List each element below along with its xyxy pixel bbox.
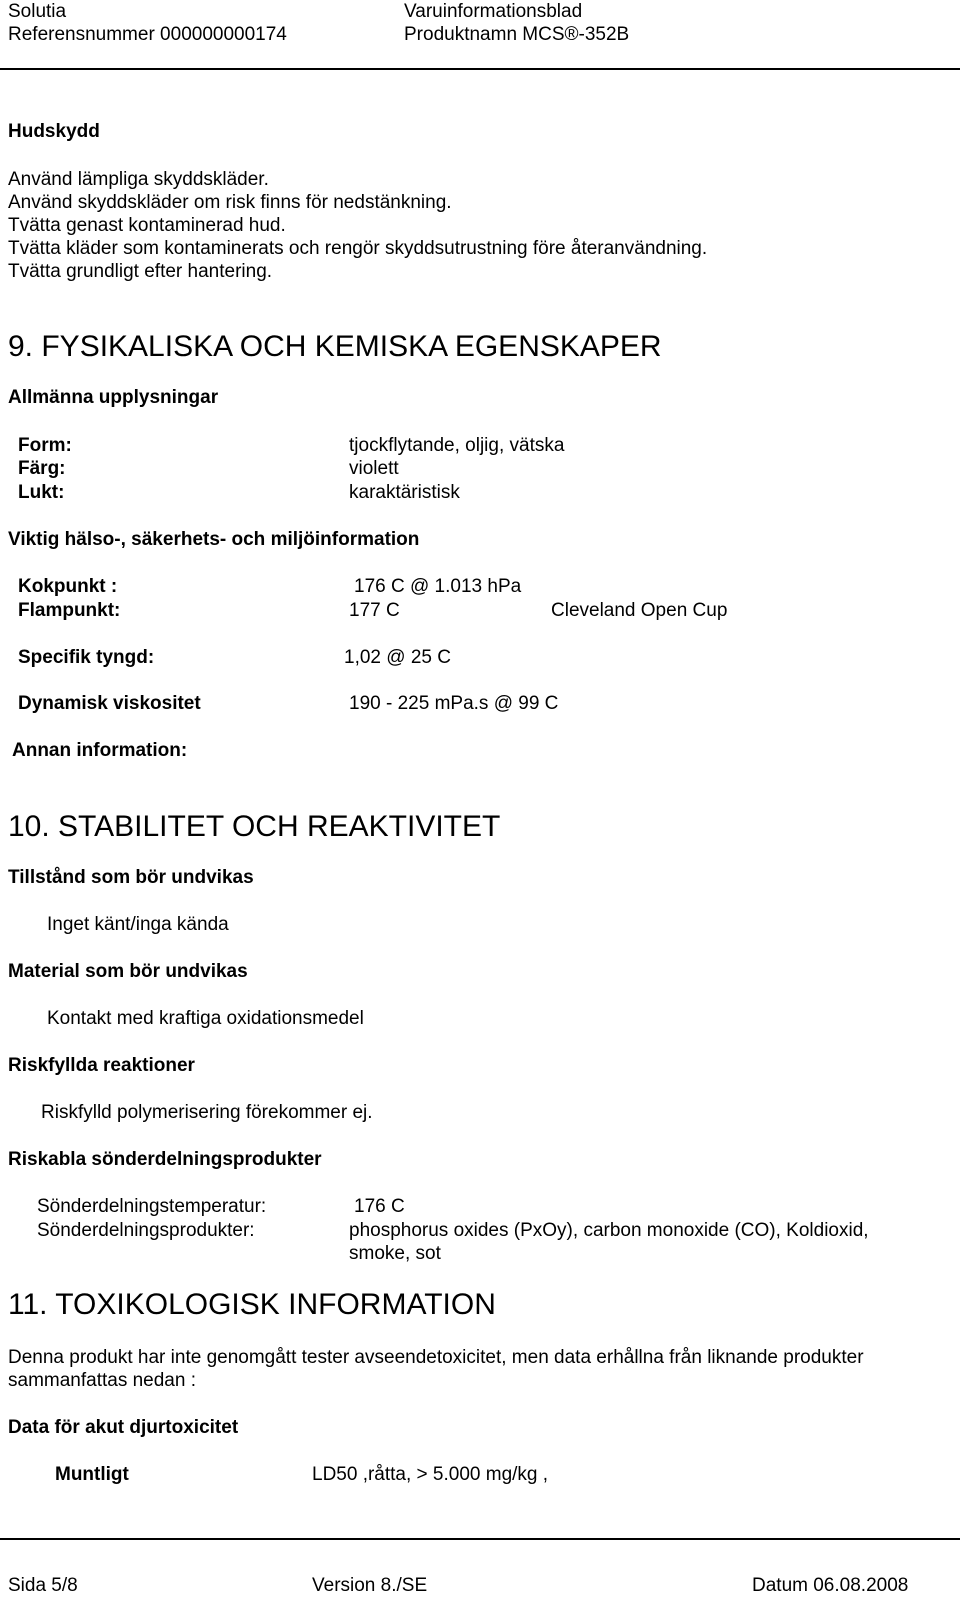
company-name: Solutia [8, 1, 67, 22]
header-divider [0, 68, 960, 70]
decomposition-temp-label: Sönderdelningstemperatur: [37, 1196, 267, 1217]
flash-point-label: Flampunkt: [18, 600, 121, 621]
color-value: violett [349, 458, 399, 479]
materials-title: Material som bör undvikas [8, 961, 248, 982]
form-value: tjockflytande, oljig, vätska [349, 435, 565, 456]
odor-label: Lukt: [18, 482, 65, 503]
page-number: Sida 5/8 [8, 1575, 78, 1596]
specific-gravity-value: 1,02 @ 25 C [344, 647, 451, 668]
toxicology-intro-cont: sammanfattas nedan : [8, 1370, 196, 1391]
reactions-value: Riskfylld polymerisering förekommer ej. [41, 1102, 373, 1123]
decomposition-products-value-cont: smoke, sot [349, 1243, 441, 1264]
flash-point-value: 177 C [349, 600, 400, 621]
materials-value: Kontakt med kraftiga oxidationsmedel [47, 1008, 364, 1029]
boiling-point-value: 176 C @ 1.013 hPa [354, 576, 522, 597]
reference-number: Referensnummer 000000000174 [8, 24, 287, 45]
viscosity-label: Dynamisk viskositet [18, 693, 201, 714]
date: Datum 06.08.2008 [752, 1575, 909, 1596]
reactions-title: Riskfyllda reaktioner [8, 1055, 195, 1076]
decomposition-products-label: Sönderdelningsprodukter: [37, 1220, 255, 1241]
acute-toxicity-title: Data för akut djurtoxicitet [8, 1417, 239, 1438]
hudskydd-line: Använd lämpliga skyddskläder. [8, 169, 269, 190]
form-label: Form: [18, 435, 72, 456]
general-info-title: Allmänna upplysningar [8, 387, 219, 408]
section-10-title: 10. STABILITET OCH REAKTIVITET [8, 810, 501, 843]
decomposition-products-value: phosphorus oxides (PxOy), carbon monoxide (CO), Koldioxid, [349, 1220, 869, 1241]
toxicology-intro: Denna produkt har inte genomgått tester avseendetoxicitet, men data erhållna från liknande produkter [8, 1347, 864, 1368]
viscosity-value: 190 - 225 mPa.s @ 99 C [349, 693, 559, 714]
hudskydd-line: Tvätta kläder som kontaminerats och rengör skyddsutrustning före återanvändning. [8, 238, 708, 259]
section-9-title: 9. FYSIKALISKA OCH KEMISKA EGENSKAPER [8, 330, 662, 363]
hudskydd-line: Använd skyddskläder om risk finns för nedstänkning. [8, 192, 452, 213]
oral-label: Muntligt [55, 1464, 129, 1485]
conditions-title: Tillstånd som bör undvikas [8, 867, 254, 888]
odor-value: karaktäristisk [349, 482, 460, 503]
health-info-title: Viktig hälso-, säkerhets- och miljöinformation [8, 529, 420, 550]
hudskydd-title: Hudskydd [8, 121, 100, 142]
other-info-title: Annan information: [12, 740, 188, 761]
color-label: Färg: [18, 458, 66, 479]
flash-point-method: Cleveland Open Cup [551, 600, 728, 621]
version: Version 8./SE [312, 1575, 428, 1596]
decomposition-temp-value: 176 C [354, 1196, 405, 1217]
section-11-title: 11. TOXIKOLOGISK INFORMATION [8, 1288, 496, 1321]
conditions-value: Inget känt/inga kända [47, 914, 229, 935]
hudskydd-line: Tvätta grundligt efter hantering. [8, 261, 273, 282]
specific-gravity-label: Specifik tyngd: [18, 647, 155, 668]
hudskydd-line: Tvätta genast kontaminerad hud. [8, 215, 286, 236]
product-name: Produktnamn MCS®-352B [404, 24, 630, 45]
boiling-point-label: Kokpunkt : [18, 576, 118, 597]
footer-divider [0, 1538, 960, 1540]
oral-value: LD50 ,råtta, > 5.000 mg/kg , [312, 1464, 549, 1485]
document-type: Varuinformationsblad [404, 1, 583, 22]
decomposition-title: Riskabla sönderdelningsprodukter [8, 1149, 322, 1170]
